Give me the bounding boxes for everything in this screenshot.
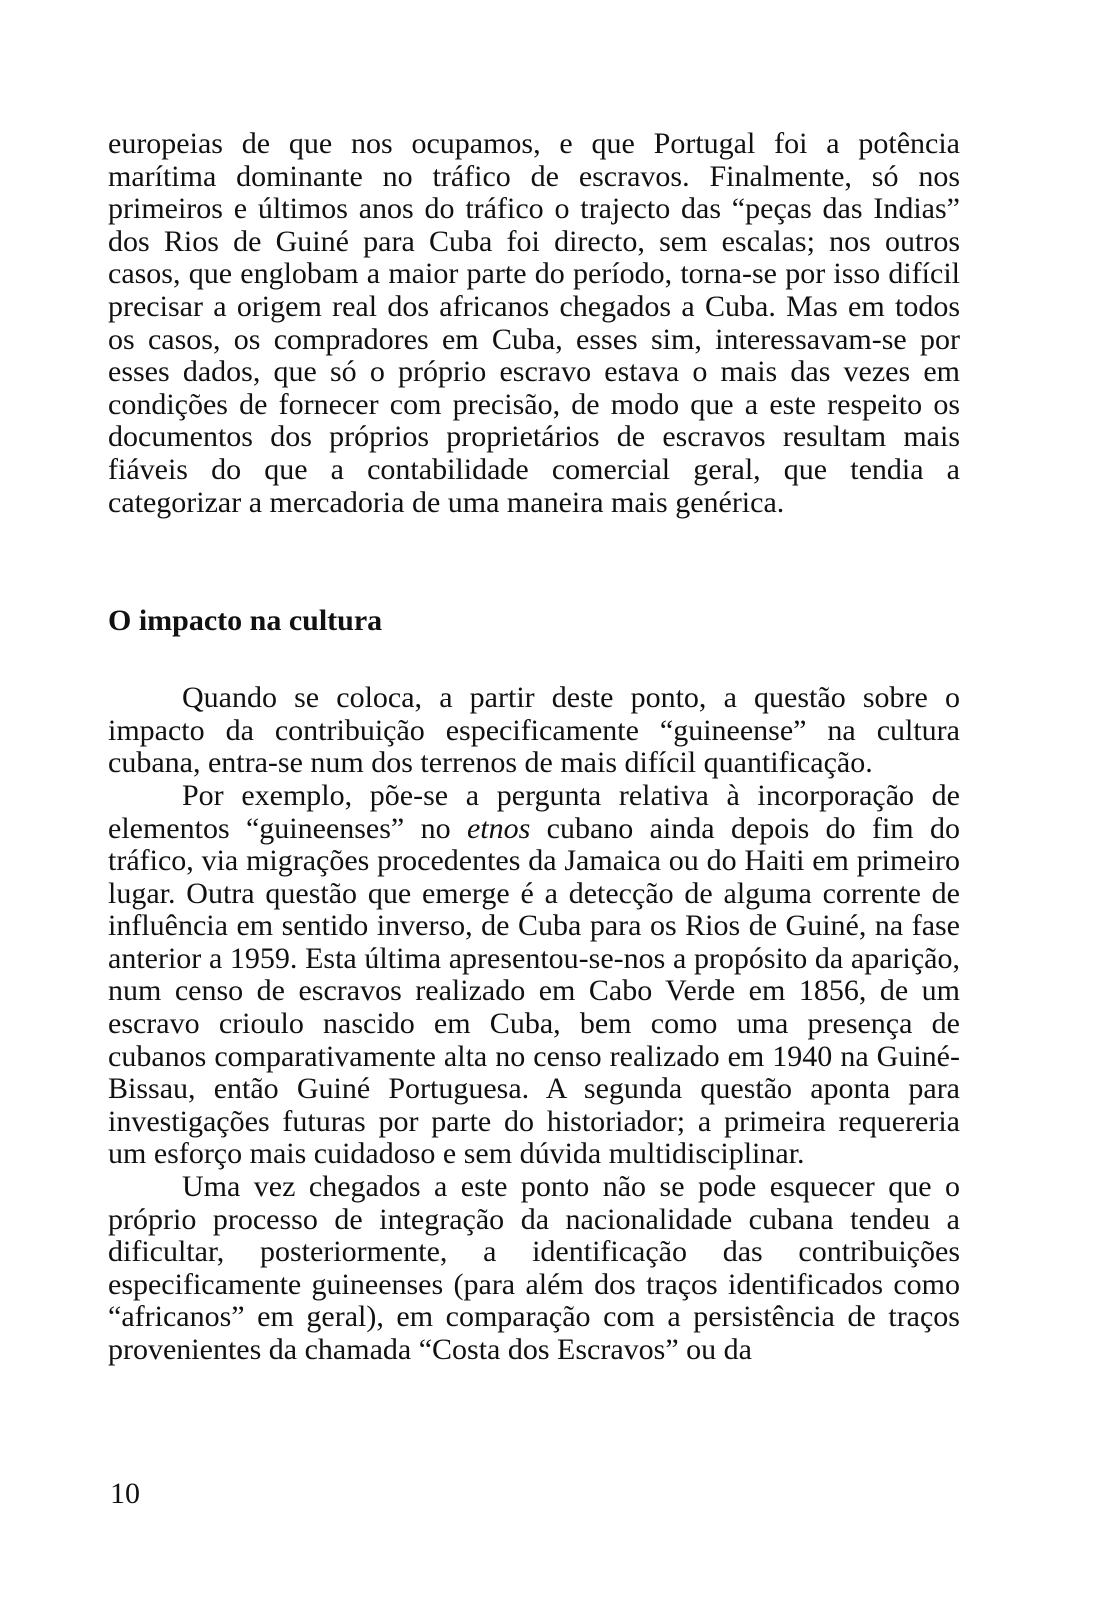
heading-spacer — [108, 637, 960, 682]
paragraph-3 — [108, 780, 960, 1171]
paragraph-4: Uma vez chegados a este ponto não se pode esquecer que o próprio processo de integração da nacionalidade cubana tendeu a dificultar, posteriormente, a identificação das contribuições especificamente guineenses (para além dos traços identificados como “africanos” em geral), em comparação com a persistência de traços provenientes da chamada “Costa dos Escravos” ou da — [108, 1170, 960, 1366]
section-spacer — [108, 519, 960, 605]
paragraph-3-text-after-italic: cubano ainda depois do fim do tráfico, via migrações procedentes da Jamaica ou do Haiti em primeiro lugar. Outra questão que emerge é a detecção de alguma corrente de influência em sentido inverso, de Cuba para os Rios de Guiné, na fase anterior a 1959. Esta última apresentou-se-nos a propósito da aparição, num censo de escravos realizado em Cabo Verde em 1856, de um escravo crioulo nascido em Cuba, bem como uma presença de cubanos comparativamente alta no censo realizado em 1940 na Guiné-Bissau, então Guiné Portuguesa. A segunda questão aponta para investigações futuras por parte do historiador; a primeira requereria um esforço mais cuidadoso e sem dúvida multidisciplinar. — [108, 811, 960, 1171]
book-page — [108, 128, 960, 1367]
paragraph-3-text-before-italic: Por exemplo, põe-se a pergunta relativa à incorporação de elementos “guineenses” no — [108, 778, 960, 845]
paragraph-2: Quando se coloca, a partir deste ponto, a questão sobre o impacto da contribuição especificamente “guineense” na cultura cubana, entra-se num dos terrenos de mais difícil quantificação. — [108, 681, 960, 780]
section-heading: O impacto na cultura — [108, 604, 383, 638]
paragraph-1: europeias de que nos ocupamos, e que Portugal foi a potência marítima dominante no tráfico de escravos. Finalmente, só nos primeiros e últimos anos do tráfico o trajecto das “peças das Indias” dos Rios de Guiné para Cuba foi directo, sem escalas; nos outros casos, que englobam a maior parte do período, torna-se por isso difícil precisar a origem real dos africanos chegados a Cuba. Mas em todos os casos, os compradores em Cuba, esses sim, interessavam-se por esses dados, que só o próprio escravo estava o mais das vezes em condições de fornecer com precisão, de modo que a este respeito os documentos dos próprios proprietários de escravos resultam mais fiáveis do que a contabilidade comercial geral, que tendia a categorizar a mercadoria de uma maneira mais genérica. — [108, 127, 960, 519]
page-number: 10 — [110, 1477, 140, 1510]
italic-term-etnos: etnos — [466, 811, 531, 845]
